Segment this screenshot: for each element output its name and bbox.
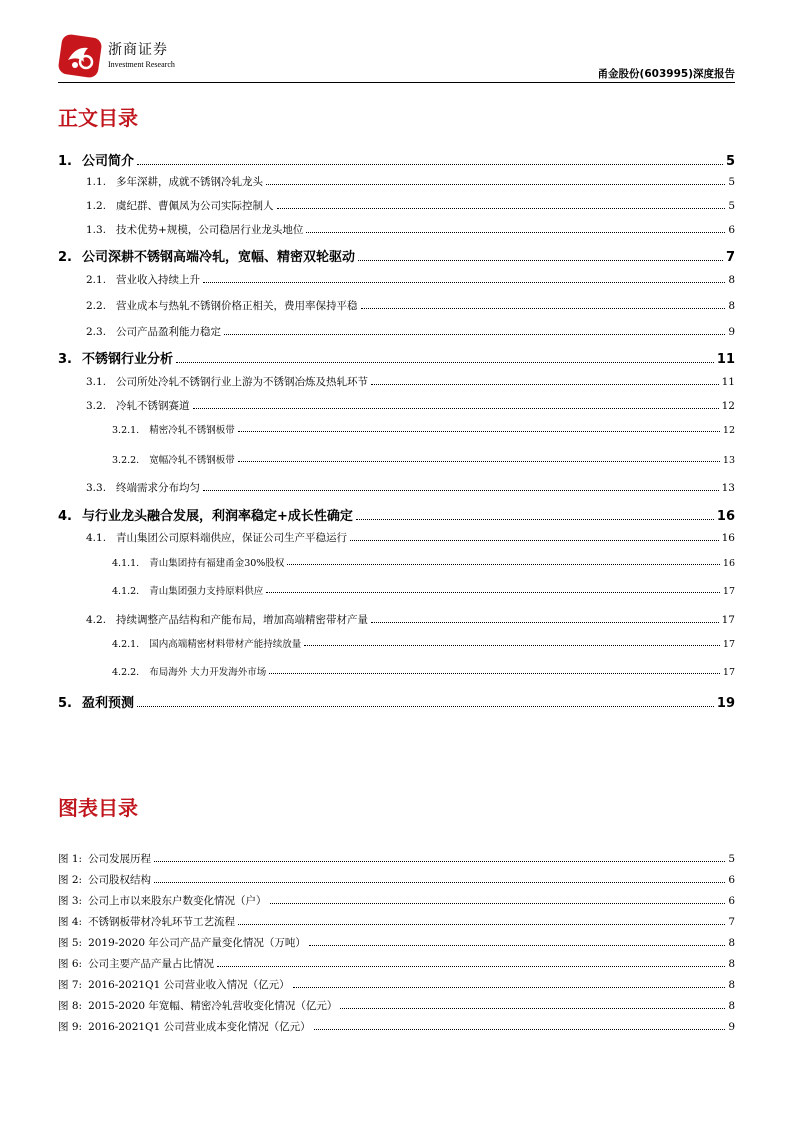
toc-entry[interactable]	[86, 374, 735, 389]
toc-entry[interactable]	[86, 298, 735, 313]
toc-entry-text: 青山集团公司原料端供应，保证公司生产平稳运行	[116, 532, 348, 544]
dot-leader	[361, 307, 726, 309]
figure-entry-number: 图 9:	[58, 1021, 83, 1033]
dot-leader	[371, 621, 719, 623]
toc-entry-number: 3.2.2.	[112, 455, 140, 466]
toc-entry-text: 青山集团强力支持原料供应	[149, 586, 264, 597]
toc-entry-label	[86, 612, 368, 627]
toc-entry-text: 公司简介	[81, 154, 134, 169]
toc-entry-label	[58, 348, 173, 367]
toc-entry-number: 2.2.	[86, 300, 107, 312]
toc-entry-number: 3.	[58, 352, 72, 367]
figure-entry-page: 8	[728, 979, 735, 991]
toc-entry[interactable]	[86, 198, 735, 213]
dot-leader	[193, 407, 719, 409]
figure-entry-page: 9	[728, 1021, 735, 1033]
dot-leader	[266, 183, 725, 185]
dot-leader	[266, 591, 720, 593]
zheshang-logo-icon	[58, 34, 102, 78]
toc-entry-label	[112, 452, 235, 466]
figure-entry-label	[58, 977, 290, 992]
toc-entry-label	[112, 664, 266, 678]
figure-entry-text: 2015-2020 年宽幅、精密冷轧营收变化情况（亿元）	[88, 1000, 338, 1012]
toc-entry-label	[86, 480, 200, 495]
dot-leader	[314, 1028, 726, 1030]
dot-leader	[154, 881, 725, 883]
figure-entry-label	[58, 914, 235, 929]
toc-entry-label	[86, 398, 190, 413]
figure-entry-page: 5	[728, 853, 735, 865]
toc-entry-number: 2.	[58, 250, 72, 265]
dot-leader	[371, 383, 719, 385]
figure-entry-page: 8	[728, 958, 735, 970]
figure-entry-label	[58, 956, 214, 971]
toc-entry-label	[58, 505, 353, 524]
figure-entry-text: 公司发展历程	[88, 853, 152, 865]
toc-entry-label	[86, 298, 358, 313]
toc-entry-text: 公司深耕不锈钢高端冷轧，宽幅、精密双轮驱动	[81, 250, 355, 265]
toc-entry-page: 5	[728, 200, 735, 212]
toc-entry-page: 16	[722, 558, 735, 569]
toc-entry-number: 4.2.2.	[112, 667, 140, 678]
toc-entry-page: 17	[722, 639, 735, 650]
dot-leader	[224, 333, 725, 335]
toc-title: 正文目录	[58, 106, 138, 130]
figure-entry-text: 2019-2020 年公司产品产量变化情况（万吨）	[88, 937, 306, 949]
figures-title: 图表目录	[58, 796, 138, 820]
toc-entry[interactable]	[58, 505, 735, 524]
toc-entry-number: 4.2.1.	[112, 639, 140, 650]
toc-entry-text: 与行业龙头融合发展，利润率稳定+成长性确定	[81, 509, 353, 524]
toc-entry-number: 2.3.	[86, 326, 107, 338]
figure-entry-number: 图 2:	[58, 874, 83, 886]
toc-entry-text: 公司所处冷轧不锈钢行业上游为不锈钢冶炼及热轧环节	[116, 376, 369, 388]
toc-entry-label	[86, 324, 221, 339]
dot-leader	[217, 965, 725, 967]
toc-entry-text: 不锈钢行业分析	[81, 352, 173, 367]
toc-entry-text: 宽幅冷轧不锈钢板带	[149, 455, 235, 466]
toc-entry-page: 17	[721, 614, 735, 626]
figure-entry-label	[58, 893, 267, 908]
figure-entry-page: 8	[728, 937, 735, 949]
toc-entry-number: 1.	[58, 154, 72, 169]
toc-entry[interactable]	[112, 452, 735, 466]
figure-entry-page: 6	[728, 874, 735, 886]
figure-entry-text: 公司主要产品产量占比情况	[88, 958, 215, 970]
toc-entry-text: 精密冷轧不锈钢板带	[149, 425, 235, 436]
toc-entry-page: 11	[716, 352, 735, 367]
figure-entry-label	[58, 935, 306, 950]
toc-entry[interactable]	[112, 636, 735, 650]
figure-entry[interactable]	[58, 893, 735, 908]
toc-entry[interactable]	[58, 246, 735, 265]
toc-entry-page: 19	[716, 696, 735, 711]
toc-entry-text: 国内高端精密材料带材产能持续放量	[149, 639, 302, 650]
toc-entry-number: 1.2.	[86, 200, 107, 212]
dot-leader	[277, 207, 726, 209]
toc-entry[interactable]	[112, 422, 735, 436]
dot-leader	[309, 944, 725, 946]
toc-entry[interactable]	[58, 150, 735, 169]
toc-entry-text: 盈利预测	[81, 696, 134, 711]
dot-leader	[203, 489, 719, 491]
toc-entry-page: 13	[722, 455, 735, 466]
toc-entry-label	[112, 583, 263, 597]
figure-entry-number: 图 8:	[58, 1000, 83, 1012]
toc-entry-page: 17	[722, 586, 735, 597]
figure-entry-page: 7	[728, 916, 735, 928]
dot-leader	[358, 259, 723, 261]
dot-leader	[176, 361, 714, 363]
report-title: 甬金股份(603995)深度报告	[597, 68, 735, 80]
toc-entry-number: 3.2.	[86, 400, 107, 412]
header-divider	[58, 82, 735, 83]
dot-leader	[287, 563, 720, 565]
toc-entry-label	[86, 530, 347, 545]
toc-entry[interactable]	[86, 480, 735, 495]
toc-entry-page: 13	[721, 482, 735, 494]
toc-entry-page: 8	[728, 300, 735, 312]
toc-entry-number: 4.	[58, 509, 72, 524]
figure-entry-number: 图 6:	[58, 958, 83, 970]
toc-entry-text: 营业成本与热轧不锈钢价格正相关，费用率保持平稳	[116, 300, 358, 312]
figure-entry-number: 图 3:	[58, 895, 83, 907]
dot-leader	[270, 902, 726, 904]
toc-entry[interactable]	[86, 272, 735, 287]
toc-entry-text: 冷轧不锈钢赛道	[116, 400, 190, 412]
dot-leader	[238, 430, 720, 432]
toc-entry-number: 5.	[58, 696, 72, 711]
toc-entry-text: 营业收入持续上升	[116, 274, 201, 286]
toc-entry-page: 6	[728, 224, 735, 236]
toc-entry[interactable]	[112, 555, 735, 569]
dot-leader	[203, 281, 725, 283]
toc-entry-text: 终端需求分布均匀	[116, 482, 201, 494]
figure-entry-text: 不锈钢板带材冷轧环节工艺流程	[88, 916, 236, 928]
toc-entry[interactable]	[112, 664, 735, 678]
toc-entry-page: 17	[722, 667, 735, 678]
toc-entry-label	[86, 272, 200, 287]
dot-leader	[356, 518, 714, 520]
figure-entry-number: 图 1:	[58, 853, 83, 865]
toc-entry-label	[86, 174, 263, 189]
toc-entry-text: 青山集团持有福建甬金30%股权	[149, 558, 285, 569]
toc-entry-number: 3.2.1.	[112, 425, 140, 436]
toc-entry-label	[86, 222, 303, 237]
dot-leader	[238, 923, 725, 925]
dot-leader	[154, 860, 725, 862]
figure-entry-number: 图 5:	[58, 937, 83, 949]
toc-entry-text: 虞纪群、曹佩凤为公司实际控制人	[116, 200, 274, 212]
figure-entry[interactable]	[58, 977, 735, 992]
dot-leader	[340, 1007, 725, 1009]
toc-entry-label	[112, 422, 235, 436]
toc-entry-text: 公司产品盈利能力稳定	[116, 326, 222, 338]
dot-leader	[304, 644, 720, 646]
toc-entry-label	[58, 692, 134, 711]
toc-entry[interactable]	[86, 222, 735, 237]
toc-entry-label	[58, 246, 355, 265]
toc-entry-number: 4.1.	[86, 532, 107, 544]
toc-entry-text: 多年深耕，成就不锈钢冷轧龙头	[116, 176, 264, 188]
toc-entry-text: 技术优势+规模，公司稳居行业龙头地位	[116, 224, 304, 236]
toc-entry[interactable]	[86, 612, 735, 627]
brand-subtitle: Investment Research	[108, 60, 175, 69]
toc-entry-label	[86, 374, 368, 389]
toc-entry-text: 持续调整产品结构和产能布局，增加高端精密带材产量	[116, 614, 369, 626]
toc-entry-page: 8	[728, 274, 735, 286]
figure-entry-page: 6	[728, 895, 735, 907]
figure-entry-number: 图 7:	[58, 979, 83, 991]
dot-leader	[137, 705, 714, 707]
figure-entry[interactable]	[58, 914, 735, 929]
dot-leader	[137, 163, 723, 165]
figure-entry[interactable]	[58, 998, 735, 1013]
toc-entry[interactable]	[86, 398, 735, 413]
figure-entry-text: 公司上市以来股东户数变化情况（户）	[88, 895, 267, 907]
toc-entry-number: 4.1.2.	[112, 586, 140, 597]
toc-entry-number: 3.1.	[86, 376, 107, 388]
toc-entry-page: 12	[721, 400, 735, 412]
figure-entry-page: 8	[728, 1000, 735, 1012]
toc-entry-page: 7	[725, 250, 735, 265]
toc-entry[interactable]	[86, 530, 735, 545]
toc-entry[interactable]	[58, 348, 735, 367]
toc-entry-page: 16	[716, 509, 735, 524]
dot-leader	[350, 539, 719, 541]
toc-entry-number: 3.3.	[86, 482, 107, 494]
page-header	[58, 26, 735, 82]
toc-entry-page: 5	[725, 154, 735, 169]
dot-leader	[269, 672, 720, 674]
dot-leader	[293, 986, 726, 988]
toc-entry-page: 9	[728, 326, 735, 338]
toc-entry[interactable]	[86, 174, 735, 189]
toc-entry-number: 4.1.1.	[112, 558, 140, 569]
toc-entry-label	[112, 636, 301, 650]
toc-entry-label	[86, 198, 274, 213]
dot-leader	[238, 460, 720, 462]
toc-entry-number: 1.3.	[86, 224, 107, 236]
toc-entry-page: 16	[721, 532, 735, 544]
figure-entry-text: 公司股权结构	[88, 874, 152, 886]
brand-name: 浙商证券	[108, 42, 168, 58]
figure-entry-label	[58, 872, 151, 887]
toc-entry-text: 布局海外 大力开发海外市场	[149, 667, 267, 678]
figure-entry-text: 2016-2021Q1 公司营业成本变化情况（亿元）	[88, 1021, 311, 1033]
figure-entry[interactable]	[58, 851, 735, 866]
toc-entry[interactable]	[86, 324, 735, 339]
toc-entry-page: 11	[721, 376, 735, 388]
figure-entry-text: 2016-2021Q1 公司营业收入情况（亿元）	[88, 979, 290, 991]
toc-entry-page: 12	[722, 425, 735, 436]
figure-entry-label	[58, 998, 337, 1013]
figure-entry-number: 图 4:	[58, 916, 83, 928]
toc-entry-page: 5	[728, 176, 735, 188]
figure-entry-label	[58, 851, 151, 866]
figure-entry[interactable]	[58, 1019, 735, 1034]
toc-entry-label	[58, 150, 134, 169]
toc-entry-number: 2.1.	[86, 274, 107, 286]
toc-entry-label	[112, 555, 284, 569]
toc-entry-number: 1.1.	[86, 176, 107, 188]
figure-entry-label	[58, 1019, 311, 1034]
figure-entry[interactable]	[58, 872, 735, 887]
figure-entry[interactable]	[58, 956, 735, 971]
toc-entry-number: 4.2.	[86, 614, 107, 626]
toc-entry[interactable]	[58, 692, 735, 711]
figure-entry[interactable]	[58, 935, 735, 950]
dot-leader	[306, 231, 725, 233]
toc-entry[interactable]	[112, 583, 735, 597]
